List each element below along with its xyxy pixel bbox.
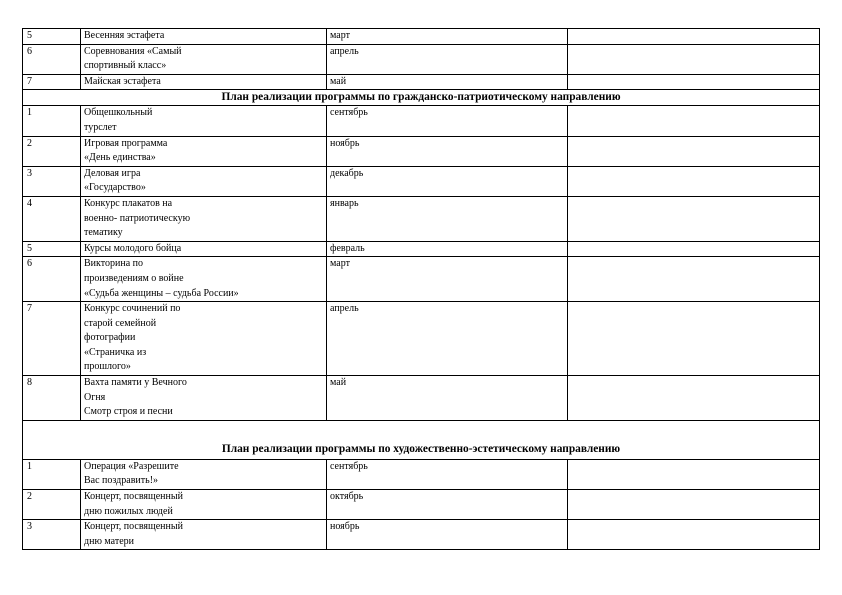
event-name: Операция «Разрешите Вас поздравить!» [81,459,327,489]
table-row [23,302,820,376]
row-number: 7 [23,302,81,376]
row-number: 4 [23,196,81,241]
row-number: 3 [23,166,81,196]
event-name: Весенняя эстафета [81,29,327,45]
event-note [568,241,820,257]
row-number: 1 [23,106,81,136]
row-number: 8 [23,376,81,421]
table-row [23,520,820,550]
event-name: Игровая программа «День единства» [81,136,327,166]
event-date: апрель [327,44,568,74]
event-date: май [327,74,568,90]
event-date: ноябрь [327,136,568,166]
event-note [568,166,820,196]
table-row [23,241,820,257]
event-name: Соревнования «Самый спортивный класс» [81,44,327,74]
section-heading-row [23,90,820,106]
table-row [23,136,820,166]
event-date: сентябрь [327,106,568,136]
row-number: 3 [23,520,81,550]
event-note [568,196,820,241]
event-name: Общешкольный турслет [81,106,327,136]
event-name: Курсы молодого бойца [81,241,327,257]
row-number: 2 [23,490,81,520]
event-name: Конкурс сочинений по старой семейной фотографии «Страничка из прошлого» [81,302,327,376]
event-date: март [327,257,568,302]
event-date: декабрь [327,166,568,196]
row-number: 1 [23,459,81,489]
event-date: май [327,376,568,421]
event-name: Викторина по произведениям о войне «Судьба женщины – судьба России» [81,257,327,302]
event-date: сентябрь [327,459,568,489]
table-row [23,166,820,196]
event-date: апрель [327,302,568,376]
row-number: 6 [23,257,81,302]
table-row [23,490,820,520]
table-row [23,376,820,421]
event-note [568,490,820,520]
table-row [23,29,820,45]
plan-table [22,28,820,550]
event-note [568,29,820,45]
row-number: 5 [23,241,81,257]
table-row [23,44,820,74]
event-note [568,257,820,302]
table-row [23,257,820,302]
table-row [23,74,820,90]
event-date: март [327,29,568,45]
table-row [23,196,820,241]
row-number: 5 [23,29,81,45]
event-date: январь [327,196,568,241]
event-name: Деловая игра «Государство» [81,166,327,196]
row-number: 7 [23,74,81,90]
event-note [568,106,820,136]
event-note [568,302,820,376]
event-note [568,520,820,550]
event-date: ноябрь [327,520,568,550]
table-row [23,106,820,136]
event-name: Майская эстафета [81,74,327,90]
event-note [568,136,820,166]
section-heading-patriotic: План реализации программы по гражданско-патриотическому направлению [23,90,820,106]
event-name: Конкурс плакатов на военно- патриотическую тематику [81,196,327,241]
event-date: февраль [327,241,568,257]
section-heading-aesthetic: План реализации программы по художественно-эстетическому направлению [23,420,820,459]
event-note [568,376,820,421]
event-name: Вахта памяти у Вечного Огня Смотр строя и песни [81,376,327,421]
event-date: октябрь [327,490,568,520]
event-name: Концерт, посвященный дню пожилых людей [81,490,327,520]
section-heading-row [23,420,820,459]
table-row [23,459,820,489]
row-number: 2 [23,136,81,166]
event-note [568,74,820,90]
event-note [568,44,820,74]
event-note [568,459,820,489]
row-number: 6 [23,44,81,74]
event-name: Концерт, посвященный дню матери [81,520,327,550]
